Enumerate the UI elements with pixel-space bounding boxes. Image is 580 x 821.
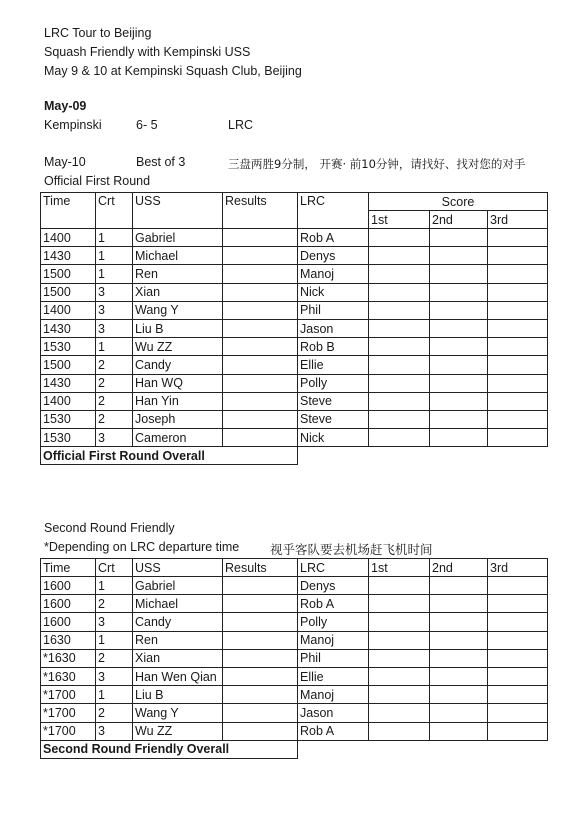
cell-uss: Gabriel [133, 577, 223, 595]
cell-score-1st [369, 410, 430, 428]
cell-score-3rd [488, 686, 548, 704]
cell-time: 1500 [41, 283, 96, 301]
cell-uss: Ren [133, 631, 223, 649]
cell-uss: Michael [133, 247, 223, 265]
cell-lrc: Nick [298, 283, 369, 301]
cell-score-2nd [430, 667, 488, 685]
cell-crt: 2 [96, 649, 133, 667]
cell-score-2nd [430, 429, 488, 447]
cell-time: 1400 [41, 392, 96, 410]
doc-title-line2: Squash Friendly with Kempinski USS [44, 45, 251, 59]
cell-score-2nd [430, 631, 488, 649]
cell-lrc: Rob A [298, 595, 369, 613]
cell-score-3rd [488, 247, 548, 265]
cell-score-1st [369, 392, 430, 410]
cell-results [223, 722, 298, 740]
col-header-3rd: 3rd [488, 559, 548, 577]
cell-score-1st [369, 429, 430, 447]
cell-crt: 2 [96, 704, 133, 722]
cell-score-2nd [430, 722, 488, 740]
cell-results [223, 613, 298, 631]
may09-team2: LRC [228, 118, 254, 132]
cell-time: 1600 [41, 613, 96, 631]
cell-time: 1630 [41, 631, 96, 649]
doc-title-line1: LRC Tour to Beijing [44, 26, 152, 40]
cell-score-2nd [430, 319, 488, 337]
doc-title-line3: May 9 & 10 at Kempinski Squash Club, Beijing [44, 64, 302, 78]
table-row [41, 722, 548, 740]
cell-crt: 2 [96, 410, 133, 428]
cell-results [223, 319, 298, 337]
col-header-lrc: LRC [298, 193, 369, 229]
table-row [41, 319, 548, 337]
cell-score-3rd [488, 595, 548, 613]
cell-score-2nd [430, 301, 488, 319]
cell-crt: 1 [96, 686, 133, 704]
cell-score-1st [369, 595, 430, 613]
cell-score-2nd [430, 392, 488, 410]
cell-time: 1430 [41, 247, 96, 265]
cell-score-1st [369, 631, 430, 649]
col-header-1st: 1st [369, 211, 430, 229]
cell-lrc: Denys [298, 577, 369, 595]
cell-time: *1630 [41, 667, 96, 685]
cell-score-1st [369, 686, 430, 704]
second-round-table [40, 558, 548, 759]
table-row [41, 410, 548, 428]
cell-score-2nd [430, 649, 488, 667]
cell-score-2nd [430, 356, 488, 374]
cell-uss: Gabriel [133, 229, 223, 247]
cell-crt: 3 [96, 319, 133, 337]
cell-time: *1700 [41, 722, 96, 740]
cell-score-3rd [488, 649, 548, 667]
table-row [41, 704, 548, 722]
cell-crt: 1 [96, 338, 133, 356]
cell-lrc: Denys [298, 247, 369, 265]
table-row [41, 631, 548, 649]
cell-uss: Han Yin [133, 392, 223, 410]
col-header-time: Time [41, 193, 96, 229]
cell-crt: 3 [96, 667, 133, 685]
cell-time: 1430 [41, 319, 96, 337]
cell-lrc: Steve [298, 410, 369, 428]
col-header-score: Score [369, 193, 548, 211]
col-header-time: Time [41, 559, 96, 577]
cell-time: *1700 [41, 704, 96, 722]
may09-score: 6- 5 [136, 118, 158, 132]
cell-score-2nd [430, 595, 488, 613]
cell-lrc: Ellie [298, 356, 369, 374]
cell-crt: 2 [96, 392, 133, 410]
may10-date: May-10 [44, 155, 86, 169]
table-row [41, 374, 548, 392]
cell-lrc: Phil [298, 301, 369, 319]
col-header-uss: USS [133, 193, 223, 229]
cell-score-1st [369, 649, 430, 667]
cell-score-3rd [488, 667, 548, 685]
cell-score-1st [369, 577, 430, 595]
col-header-3rd: 3rd [488, 211, 548, 229]
table-row [41, 338, 548, 356]
cell-score-1st [369, 247, 430, 265]
table-row [41, 429, 548, 447]
cell-time: 1500 [41, 356, 96, 374]
cell-time: 1600 [41, 577, 96, 595]
cell-results [223, 356, 298, 374]
first-round-title: Official First Round [44, 174, 151, 188]
cell-score-2nd [430, 229, 488, 247]
cell-crt: 3 [96, 283, 133, 301]
cell-crt: 2 [96, 356, 133, 374]
col-header-crt: Crt [96, 559, 133, 577]
cell-results [223, 265, 298, 283]
first-round-table [40, 192, 548, 465]
cell-time: *1700 [41, 686, 96, 704]
cell-uss: Han WQ [133, 374, 223, 392]
cell-lrc: Phil [298, 649, 369, 667]
cell-uss: Xian [133, 283, 223, 301]
cell-score-3rd [488, 229, 548, 247]
col-header-2nd: 2nd [430, 559, 488, 577]
cell-lrc: Steve [298, 392, 369, 410]
cell-lrc: Jason [298, 704, 369, 722]
cell-results [223, 429, 298, 447]
cell-results [223, 283, 298, 301]
may09-team1: Kempinski [44, 118, 102, 132]
cell-lrc: Polly [298, 374, 369, 392]
cell-uss: Wu ZZ [133, 338, 223, 356]
cell-crt: 1 [96, 247, 133, 265]
cell-results [223, 667, 298, 685]
cell-lrc: Polly [298, 613, 369, 631]
cell-results [223, 577, 298, 595]
cell-results [223, 338, 298, 356]
cell-score-1st [369, 338, 430, 356]
cell-uss: Cameron [133, 429, 223, 447]
table-row [41, 686, 548, 704]
cell-results [223, 374, 298, 392]
cell-time: 1530 [41, 429, 96, 447]
cell-score-3rd [488, 613, 548, 631]
cell-score-2nd [430, 686, 488, 704]
cell-score-2nd [430, 613, 488, 631]
table-row [41, 392, 548, 410]
cell-score-2nd [430, 247, 488, 265]
cell-score-3rd [488, 374, 548, 392]
cell-score-2nd [430, 410, 488, 428]
table-row [41, 301, 548, 319]
cell-score-1st [369, 374, 430, 392]
cell-score-1st [369, 667, 430, 685]
table-row [41, 265, 548, 283]
second-round-note: *Depending on LRC departure time [44, 540, 240, 554]
may09-date: May-09 [44, 99, 87, 113]
cell-score-3rd [488, 410, 548, 428]
cell-lrc: Jason [298, 319, 369, 337]
cell-uss: Joseph [133, 410, 223, 428]
cell-crt: 3 [96, 301, 133, 319]
cell-uss: Candy [133, 613, 223, 631]
col-header-2nd: 2nd [430, 211, 488, 229]
cell-score-3rd [488, 338, 548, 356]
cell-lrc: Rob A [298, 229, 369, 247]
cell-score-3rd [488, 631, 548, 649]
cell-score-1st [369, 283, 430, 301]
cell-results [223, 686, 298, 704]
cell-results [223, 631, 298, 649]
cell-lrc: Manoj [298, 686, 369, 704]
cell-crt: 2 [96, 374, 133, 392]
cell-score-3rd [488, 265, 548, 283]
col-header-1st: 1st [369, 559, 430, 577]
cell-results [223, 229, 298, 247]
cell-score-3rd [488, 429, 548, 447]
cell-crt: 1 [96, 577, 133, 595]
cell-crt: 1 [96, 265, 133, 283]
second-round-note-cn: 视乎客队要去机场赶飞机时间 [270, 542, 433, 557]
cell-score-3rd [488, 577, 548, 595]
cell-score-3rd [488, 722, 548, 740]
cell-time: 1400 [41, 301, 96, 319]
cell-uss: Ren [133, 265, 223, 283]
col-header-lrc: LRC [298, 559, 369, 577]
cell-lrc: Rob B [298, 338, 369, 356]
cell-score-2nd [430, 265, 488, 283]
cell-lrc: Nick [298, 429, 369, 447]
table-row [41, 667, 548, 685]
cell-uss: Han Wen Qian [133, 667, 223, 685]
cell-lrc: Ellie [298, 667, 369, 685]
cell-score-2nd [430, 283, 488, 301]
may10-format: Best of 3 [136, 155, 186, 169]
cell-time: 1530 [41, 338, 96, 356]
cell-lrc: Rob A [298, 722, 369, 740]
table-row [41, 356, 548, 374]
cell-lrc: Manoj [298, 265, 369, 283]
table-row [41, 613, 548, 631]
cell-crt: 1 [96, 631, 133, 649]
cell-uss: Wu ZZ [133, 722, 223, 740]
first-round-overall: Official First Round Overall [41, 447, 298, 465]
cell-crt: 2 [96, 595, 133, 613]
second-round-overall: Second Round Friendly Overall [41, 740, 298, 758]
table-row [41, 595, 548, 613]
cell-results [223, 392, 298, 410]
cell-uss: Michael [133, 595, 223, 613]
cell-score-1st [369, 229, 430, 247]
cell-results [223, 704, 298, 722]
col-header-results: Results [223, 559, 298, 577]
cell-score-3rd [488, 283, 548, 301]
cell-time: 1400 [41, 229, 96, 247]
cell-uss: Wang Y [133, 301, 223, 319]
table-row [41, 247, 548, 265]
cell-lrc: Manoj [298, 631, 369, 649]
table-row [41, 649, 548, 667]
cell-uss: Candy [133, 356, 223, 374]
cell-uss: Wang Y [133, 704, 223, 722]
cell-crt: 1 [96, 229, 133, 247]
second-round-title: Second Round Friendly [44, 521, 175, 535]
cell-score-1st [369, 613, 430, 631]
cell-score-1st [369, 301, 430, 319]
cell-results [223, 247, 298, 265]
cell-score-1st [369, 319, 430, 337]
cell-score-2nd [430, 577, 488, 595]
cell-score-1st [369, 265, 430, 283]
cell-score-3rd [488, 704, 548, 722]
cell-uss: Liu B [133, 319, 223, 337]
may10-note-cn: 三盘两胜9分制， 开赛· 前10分钟，请找好、找对您的对手 [228, 157, 526, 171]
cell-time: *1630 [41, 649, 96, 667]
table-row [41, 283, 548, 301]
cell-crt: 3 [96, 429, 133, 447]
cell-uss: Liu B [133, 686, 223, 704]
cell-results [223, 301, 298, 319]
cell-time: 1600 [41, 595, 96, 613]
table-row [41, 577, 548, 595]
table-row [41, 229, 548, 247]
cell-results [223, 595, 298, 613]
cell-score-1st [369, 704, 430, 722]
cell-score-3rd [488, 301, 548, 319]
cell-score-3rd [488, 356, 548, 374]
cell-score-2nd [430, 374, 488, 392]
cell-uss: Xian [133, 649, 223, 667]
cell-results [223, 410, 298, 428]
cell-time: 1500 [41, 265, 96, 283]
col-header-results: Results [223, 193, 298, 229]
cell-time: 1530 [41, 410, 96, 428]
col-header-crt: Crt [96, 193, 133, 229]
cell-score-1st [369, 722, 430, 740]
col-header-uss: USS [133, 559, 223, 577]
cell-score-2nd [430, 338, 488, 356]
cell-results [223, 649, 298, 667]
cell-time: 1430 [41, 374, 96, 392]
cell-score-3rd [488, 392, 548, 410]
cell-score-1st [369, 356, 430, 374]
cell-crt: 3 [96, 722, 133, 740]
cell-crt: 3 [96, 613, 133, 631]
cell-score-3rd [488, 319, 548, 337]
cell-score-2nd [430, 704, 488, 722]
